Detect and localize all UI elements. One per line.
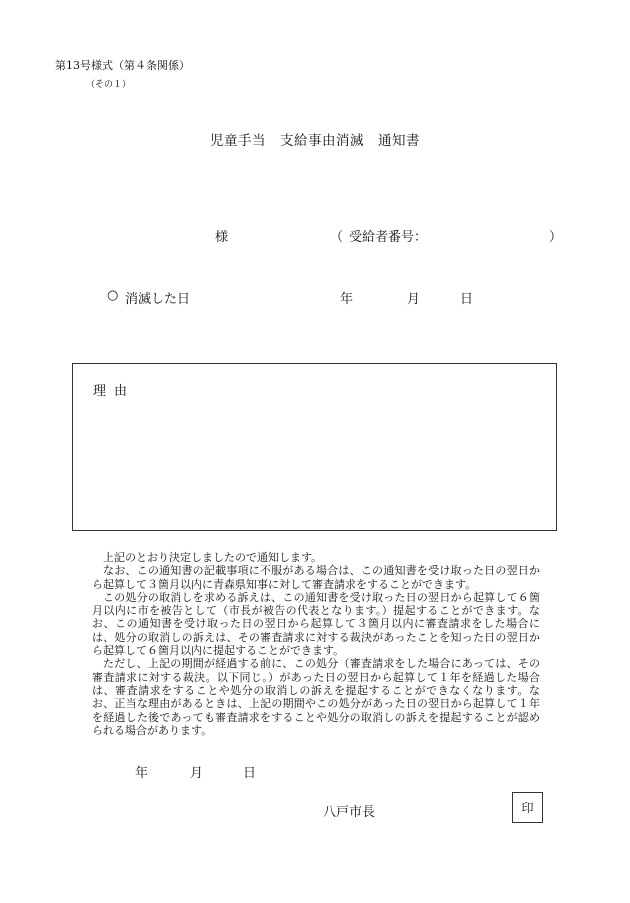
mayor-title: 八戸市長	[323, 805, 376, 820]
issue-date-month: 月	[190, 766, 204, 781]
form-number: 第13号様式（第４条関係）	[55, 59, 190, 72]
lapse-date-month: 月	[407, 292, 421, 307]
issue-date-year: 年	[135, 766, 149, 781]
recipient-honorific: 様	[215, 230, 229, 245]
notice-text	[92, 551, 540, 737]
seal-label: 印	[521, 801, 534, 815]
notice-paragraph-3: この処分の取消しを求める訴えは、この通知書を受け取った日の翌日から起算して６箇月以内に市を被告として（市長が被告の代表となります。）提起することができます。なお、この通知書を受け取った日の翌日から起算して３箇月以内に審査請求をした場合には、処分の取消しの訴えは、その審査請求に対する裁決があったことを知った日の翌日から起算して６箇月以内に提起することができます。	[92, 590, 540, 658]
title-part-3: 通知書	[378, 133, 420, 149]
recipient-number-label: 受給者番号：	[349, 230, 428, 245]
reason-label: 理由	[93, 384, 136, 399]
seal-box	[512, 792, 543, 823]
title-part-1: 児童手当	[210, 133, 266, 149]
notice-paragraph-2: なお、この通知書の記載事項に不服がある場合は、この通知書を受け取った日の翌日から起算して３箇月以内に青森県知事に対して審査請求をすることができます。	[92, 564, 540, 591]
notice-paragraph-1: 上記のとおり決定しましたので通知します。	[103, 551, 323, 564]
form-sub-number: （その１）	[86, 80, 132, 90]
issue-date-day: 日	[243, 766, 257, 781]
circle-mark: ○	[107, 288, 119, 303]
document-title	[0, 129, 630, 149]
title-part-2: 支給事由消滅	[280, 133, 364, 149]
lapse-date-year: 年	[340, 292, 354, 307]
recipient-number-close-paren: ）	[549, 230, 563, 245]
notice-paragraph-4: ただし、上記の期間が経過する前に、この処分（審査請求をした場合にあっては、その審査請求に対する裁決。以下同じ。）があった日の翌日から起算して１年を経過した場合は、審査請求をすることや処分の取消しの訴えを提起することができなくなります。なお、正当な理由があるときは、上記の期間やこの処分があった日の翌日から起算して１年を経過した後であっても審査請求をすることや処分の取消しの訴えを提起することが認められる場合があります。	[92, 657, 540, 737]
lapse-date-label: 消滅した日	[125, 292, 191, 307]
reason-box	[72, 363, 557, 531]
lapse-date-day: 日	[460, 292, 474, 307]
recipient-number-open-paren: （	[330, 230, 344, 245]
